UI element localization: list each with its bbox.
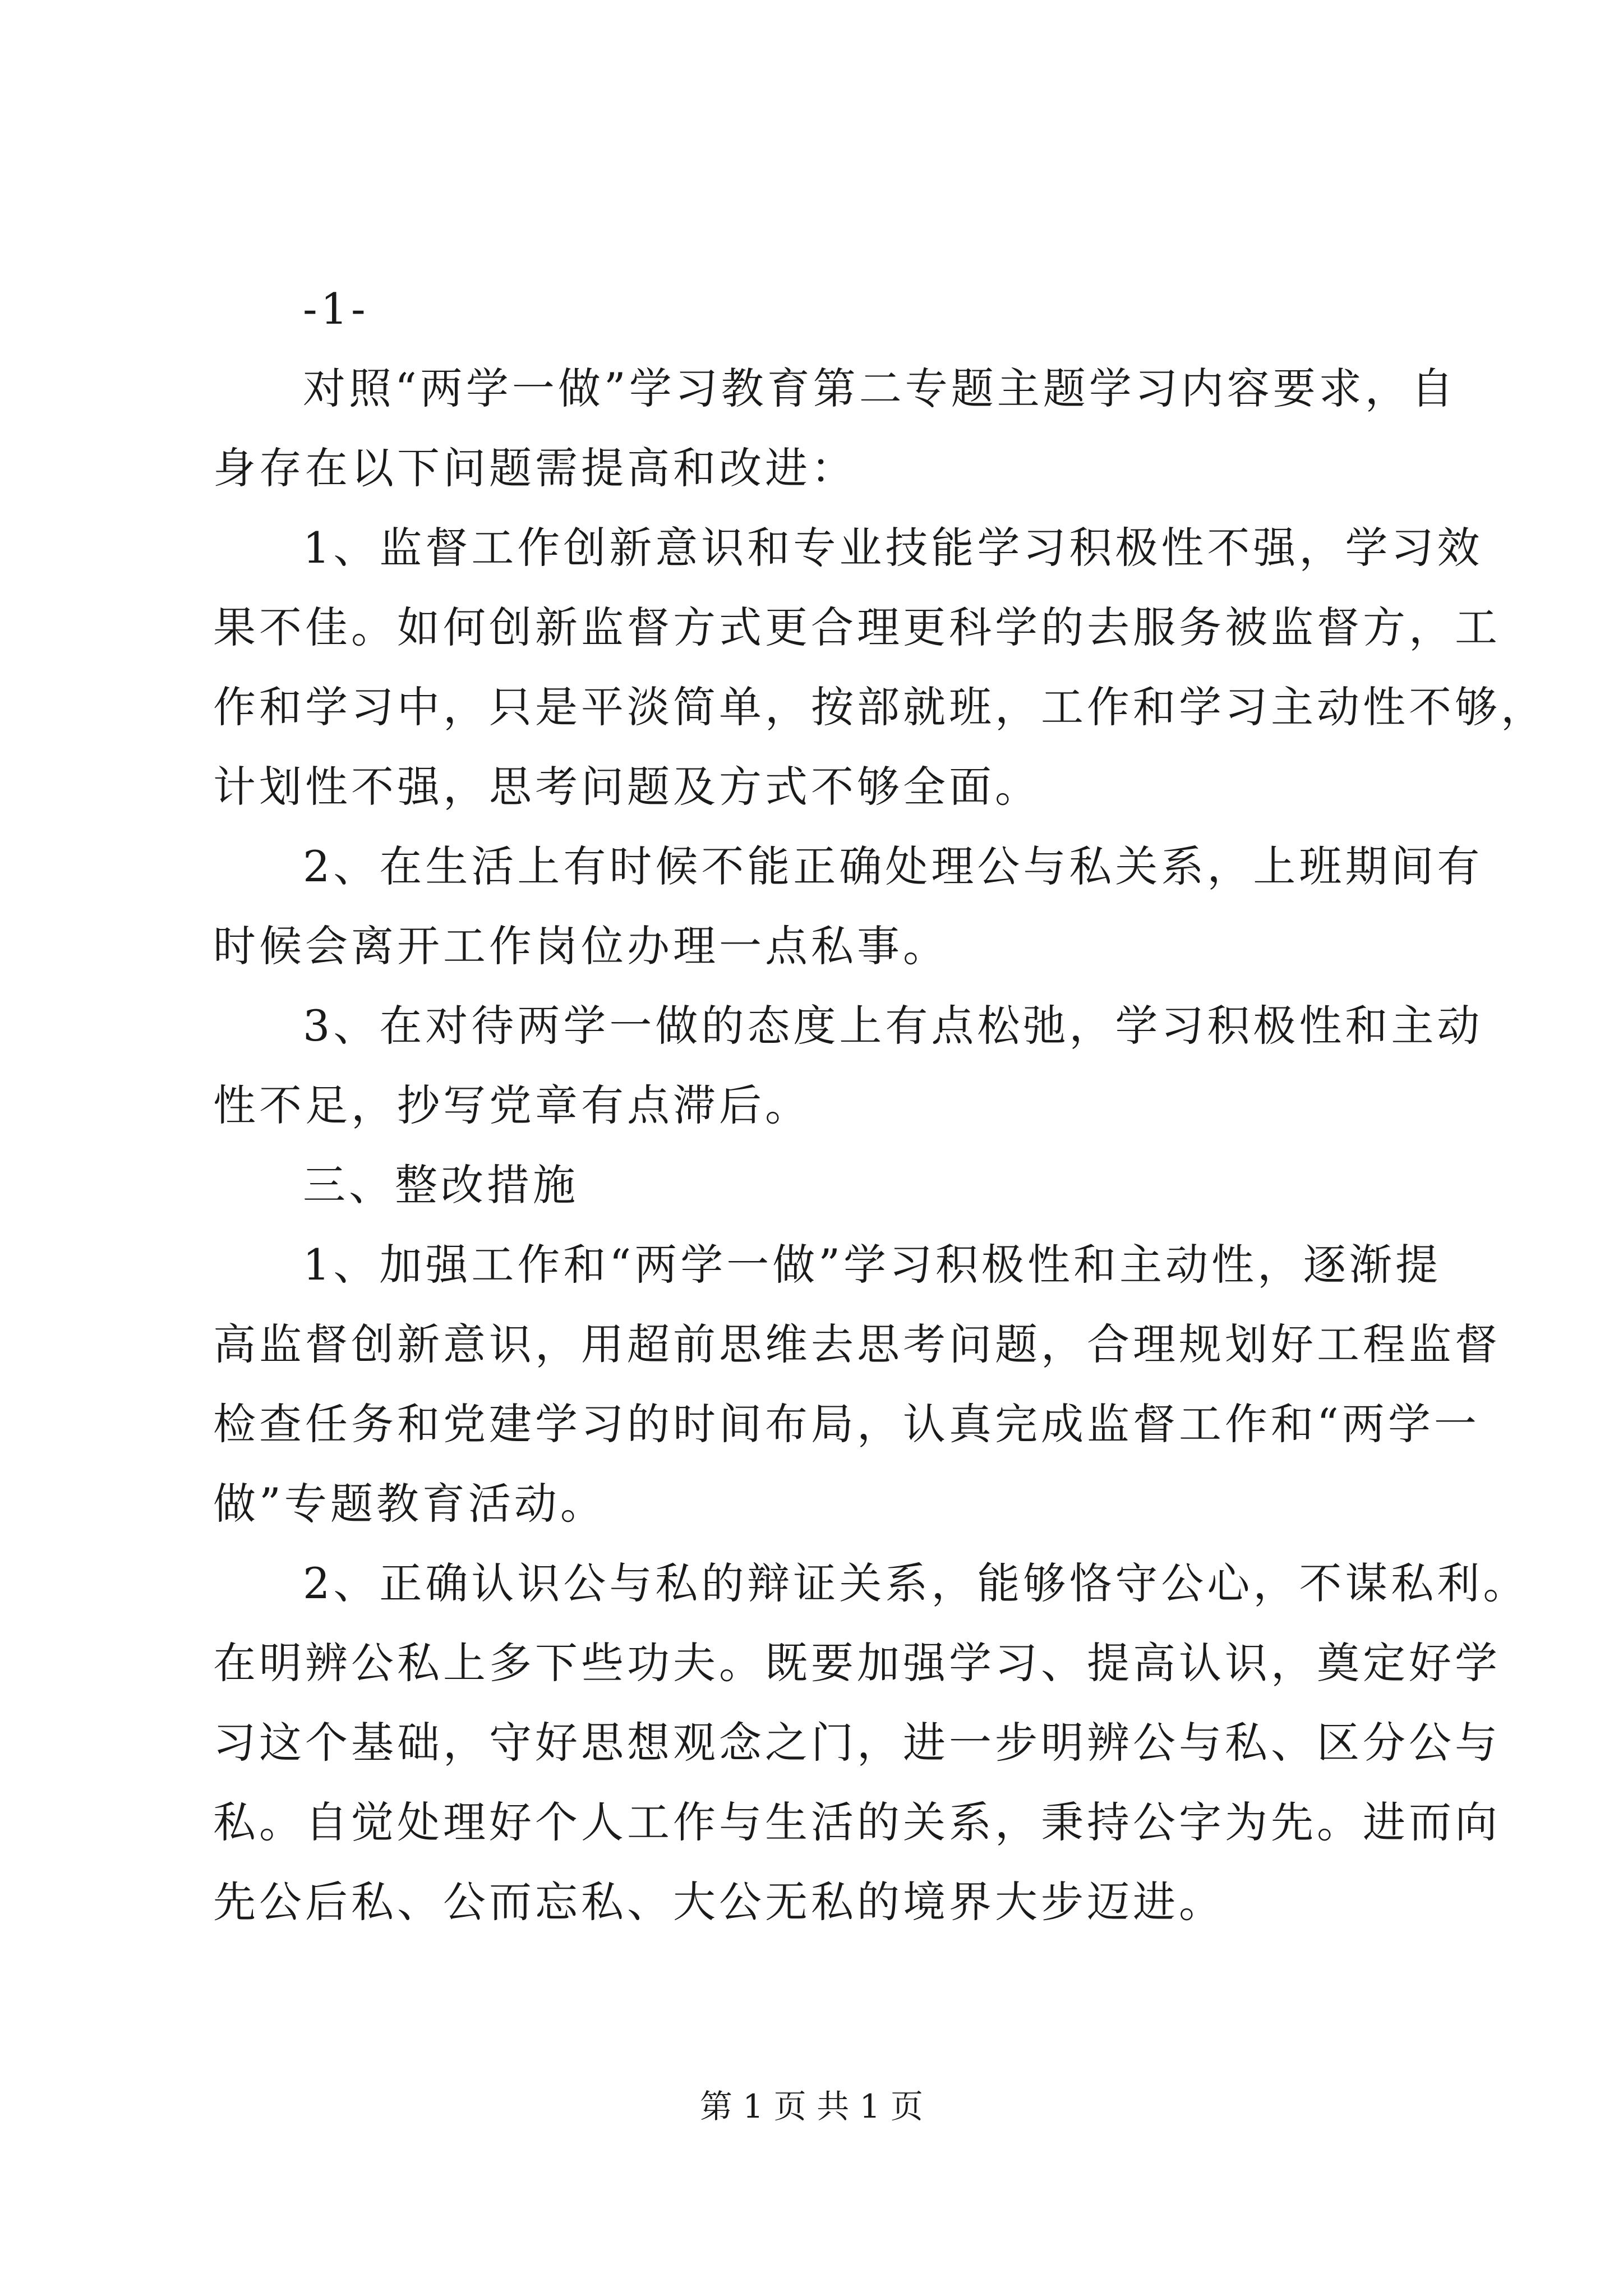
paragraph-line: 习这个基础，守好思想观念之门，进一步明辨公与私、区分公与 <box>213 1718 1501 1768</box>
section-heading <box>213 1145 1413 1225</box>
paragraph-line: 计划性不强，思考问题及方式不够全面。 <box>213 762 1041 812</box>
paragraph-line: 1、加强工作和“两学一做”学习积极性和主动性，逐渐提 <box>303 1240 1442 1290</box>
paragraph <box>213 1544 1529 1942</box>
paragraph-line: 3、在对待两学一做的态度上有点松弛，学习积极性和主动 <box>303 1001 1483 1051</box>
section-heading-text: 三、整改措施 <box>303 1160 579 1210</box>
paragraph <box>213 508 1547 827</box>
paragraph-line: 在明辨公私上多下些功夫。既要加强学习、提高认识，奠定好学 <box>213 1638 1501 1688</box>
paragraph-line: 1、监督工作创新意识和专业技能学习积极性不强，学习效 <box>303 523 1483 573</box>
paragraph-line: 果不佳。如何创新监督方式更合理更科学的去服务被监督方，工 <box>213 602 1501 652</box>
paragraph-line: 检查任务和党建学习的时间布局，认真完成监督工作和“两学一 <box>213 1399 1480 1449</box>
paragraph-line: 2、在生活上有时候不能正确处理公与私关系，上班期间有 <box>303 841 1483 891</box>
paragraph-line: 对照“两学一做”学习教育第二专题主题学习内容要求，自 <box>303 364 1457 413</box>
page-footer: 第 1 页 共 1 页 <box>700 2087 923 2125</box>
paragraph-line: 高监督创新意识，用超前思维去思考问题，合理规划好工程监督 <box>213 1319 1501 1369</box>
paragraph-line: 作和学习中，只是平淡简单，按部就班，工作和学习主动性不够， <box>213 682 1547 732</box>
paragraph <box>213 1225 1501 1544</box>
paragraph <box>213 986 1483 1145</box>
paragraph-line: 时候会离开工作岗位办理一点私事。 <box>213 921 949 971</box>
paragraph <box>213 349 1457 508</box>
paragraph-line: 2、正确认识公与私的辩证关系，能够恪守公心，不谋私利。 <box>303 1558 1529 1608</box>
paragraph-line: 先公后私、公而忘私、大公无私的境界大步迈进。 <box>213 1877 1225 1927</box>
paragraph <box>213 827 1483 986</box>
paragraph-line: 性不足，抄写党章有点滞后。 <box>213 1080 811 1130</box>
paragraph-line: 做”专题教育活动。 <box>213 1479 606 1529</box>
document-body <box>213 269 1547 1942</box>
page-marker: -1- <box>303 284 369 334</box>
paragraph-line: 身存在以下问题需提高和改进： <box>213 443 857 493</box>
paragraph-line: 私。自觉处理好个人工作与生活的关系，秉持公字为先。进而向 <box>213 1797 1501 1847</box>
